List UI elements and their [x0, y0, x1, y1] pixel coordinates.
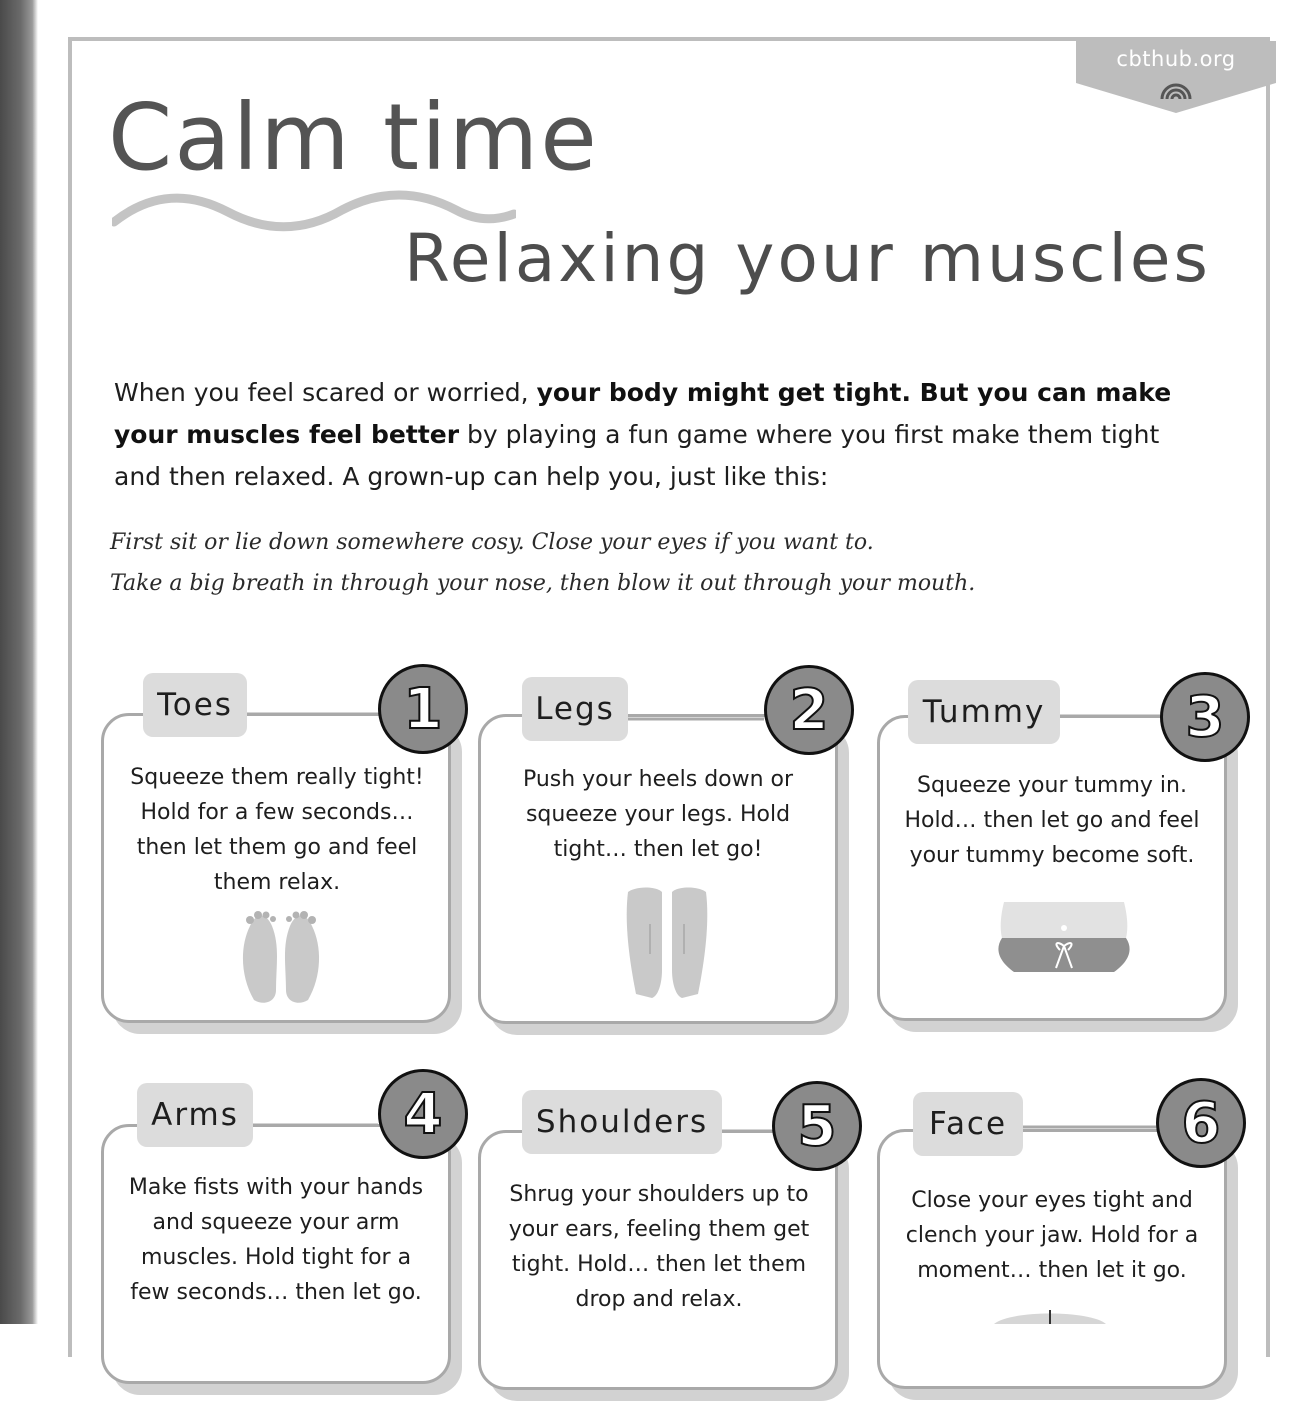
- page-subtitle: Relaxing your muscles: [404, 220, 1211, 297]
- card-label: Legs: [522, 677, 628, 741]
- page-title: Calm time: [108, 84, 599, 191]
- card-number: 4: [378, 1069, 468, 1159]
- card-number: 2: [764, 665, 854, 755]
- card-label: Shoulders: [522, 1090, 722, 1154]
- intro-text: When you feel scared or worried,: [114, 378, 537, 407]
- intro-bold-text: your body might get tight. But you can make your muscles feel better: [114, 378, 1172, 449]
- card-text: Squeeze them really tight! Hold for a few seconds… then let them go and feel them relax.: [130, 765, 424, 895]
- card-text: Make fists with your hands and squeeze your arm muscles. Hold tight for a few seconds… then let go.: [128, 1175, 424, 1305]
- card-number: 5: [772, 1081, 862, 1171]
- card-label: Arms: [137, 1083, 253, 1147]
- card-number: 1: [378, 664, 468, 754]
- card-number: 3: [1160, 672, 1250, 762]
- card-text: Push your heels down or squeeze your legs. Hold tight… then let go!: [522, 767, 794, 862]
- card-label: Face: [913, 1092, 1023, 1156]
- card-text: Close your eyes tight and clench your jaw. Hold for a moment… then let it go.: [905, 1188, 1199, 1283]
- card-text: Shrug your shoulders up to your ears, feeling them get tight. Hold… then let them drop and relax.: [508, 1182, 810, 1312]
- card-text: Squeeze your tummy in. Hold… then let go and feel your tummy become soft.: [904, 773, 1200, 868]
- card-label: Toes: [143, 673, 247, 737]
- card-number: 6: [1156, 1078, 1246, 1168]
- intro-text-end: by playing a fun game where you first make them tight and then relaxed. A grown-up can help you, just like this:: [114, 420, 1160, 491]
- site-url[interactable]: cbthub.org: [1116, 47, 1236, 71]
- instruction-line: First sit or lie down somewhere cosy. Close your eyes if you want to.: [110, 530, 874, 555]
- instruction-line: Take a big breath in through your nose, then blow it out through your mouth.: [110, 571, 976, 596]
- card-label: Tummy: [908, 680, 1060, 744]
